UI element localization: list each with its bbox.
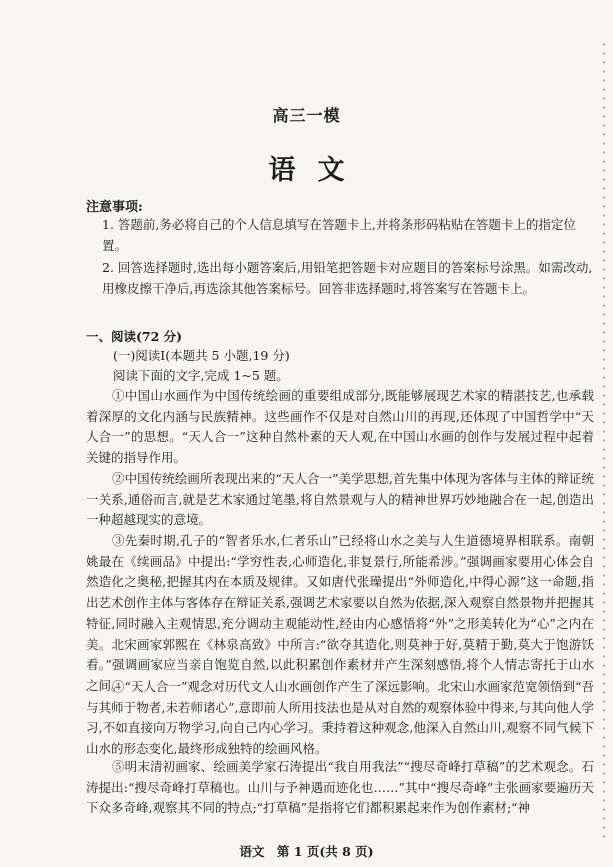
section-heading: 一、阅读(72 分)	[86, 329, 183, 344]
subject-title: 语文	[268, 155, 367, 186]
notice-item: 2. 回答选择题时,选出每小题答案后,用铅笔把答题卡对应题目的答案标号涂黑。如需改动,用橡皮擦干净后,再选涂其他答案标号。回答非选择题时,将答案写在答题卡上。	[102, 260, 593, 296]
passage-paragraph: ①中国山水画作为中国传统绘画的重要组成部分,既能够展现艺术家的精湛技艺,也承载着深厚的文化内涵与民族精神。这些画作不仅是对自然山川的再现,还体现了中国哲学中“天人合一”的思想。“天人合一”这种自然朴素的天人观,在中国山水画的创作与发展过程中起着关键的指导作用。	[86, 388, 594, 466]
subsection-heading: (一)阅读Ⅰ(本题共 5 小题,19 分)	[113, 348, 290, 363]
passage-paragraph: ⑤明末清初画家、绘画美学家石涛提出“我自用我法”“搜尽奇峰打草稿”的艺术观念。石涛提出:“搜尽奇峰打草稿也。山川与予神遇而迹化也……”其中“搜尽奇峰”主张画家要遍历天下众多奇峰,观察其不同的特点;“打草稿”是指将它们都积累起来作为创作素材;“神	[86, 759, 594, 816]
reading-instruction: 阅读下面的文字,完成 1~5 题。	[113, 368, 289, 383]
notice-item: 1. 答题前,务必将自己的个人信息填写在答题卡上,并将条形码粘贴在答题卡上的指定位置。	[102, 217, 576, 253]
passage-paragraph: ④“天人合一”观念对历代文人山水画创作产生了深远影响。北宋山水画家范宽领悟到“吾与其师于物者,未若师诸心”,意即前人所用技法也是从对自然的观察体验中得来,与其向他人学习,不如直接向万物学习,向自己内心学习。秉持着这种观念,他深入自然山川,观察不同气候下山水的形态变化,最终形成独特的绘画风格。	[86, 679, 594, 757]
exam-title: 高三一模	[272, 106, 341, 125]
passage-paragraph: ③先秦时期,孔子的“智者乐水,仁者乐山”已经将山水之美与人生道德境界相联系。南朝姚最在《续画品》中提出:“学穷性表,心师造化,非复景行,所能希涉。”强调画家要用心体会自然造化之奥秘,把握其内在本质及规律。又如唐代张璪提出“外师造化,中得心源”这一命题,指出艺术创作主体与客体存在辩证关系,强调艺术家要以自然为依据,深入观察自然景物并把握其特征,同时融入主观情思,充分调动主观能动性,经由内心感悟将“外”之形美转化为“心”之内在美。北宋画家郭熙在《林泉高致》中所言:“欲夺其造化,则莫神于好,莫精于勤,莫大于饱游饫看。”强调画家应当亲自饱览自然,以此积累创作素材并产生深刻感悟,将个人情志寄托于山水之间。	[86, 533, 594, 693]
page-footer: 语文 第 1 页(共 8 页)	[239, 844, 374, 859]
notice-heading: 注意事项:	[86, 200, 143, 215]
passage-paragraph: ②中国传统绘画所表现出来的“天人合一”美学思想,首先集中体现为客体与主体的辩证统一关系,通俗而言,就是艺术家通过笔墨,将自然景观与人的精神世界巧妙地融合在一起,创造出一种超越现实的意境。	[86, 471, 594, 528]
